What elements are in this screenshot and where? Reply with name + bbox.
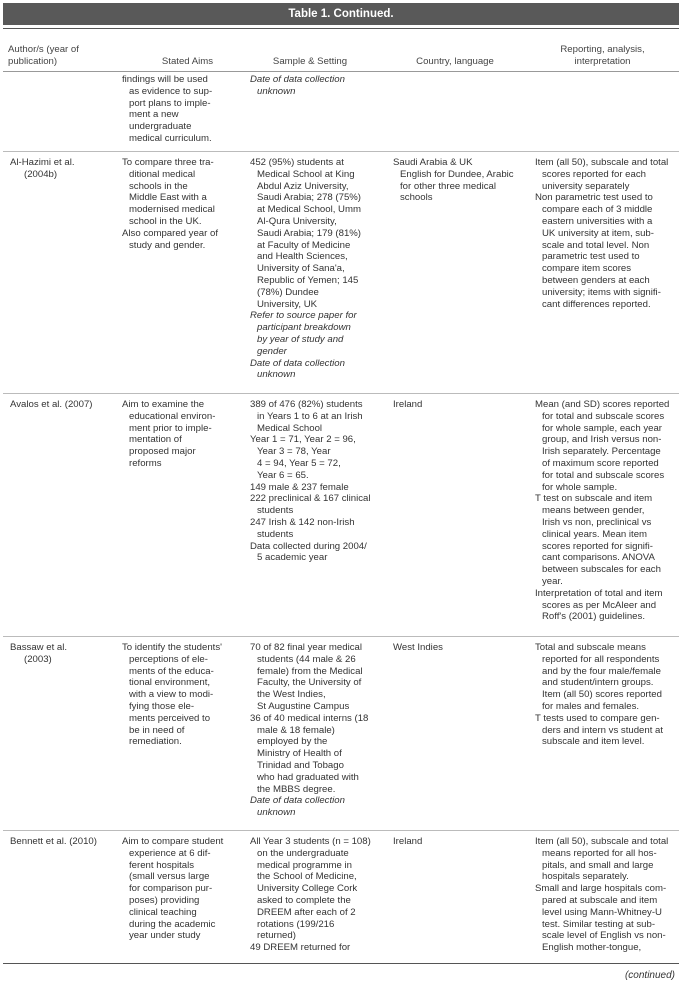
cell-line: of maximum score reported [542, 457, 659, 469]
cell-line: modernised medical [129, 204, 215, 216]
cell-line: at Medical School, Umm [257, 204, 361, 216]
cell-line: 452 (95%) students at [250, 157, 344, 168]
cell-line: St Augustine Campus [257, 700, 350, 712]
cell-author [10, 642, 118, 666]
cell-aims [122, 399, 244, 470]
header-line: Country, language [416, 56, 494, 67]
header-author [8, 44, 108, 68]
cell-line: Total and subscale means [535, 642, 646, 653]
cell-line: for males and females. [542, 700, 640, 712]
cell-line: means between gender, [542, 505, 645, 517]
cell-line: for other three medical [400, 180, 496, 192]
cell-line: reforms [129, 457, 162, 469]
header-line: interpretation [574, 55, 631, 67]
cell-sample [250, 74, 388, 98]
header-line: Author/s (year of [8, 44, 79, 55]
cell-paragraph [122, 228, 244, 252]
header-line: Sample & Setting [272, 56, 348, 67]
cell-line: 222 preclinical & 167 clinical [250, 493, 371, 505]
cell-line: English mother-tongue, [542, 942, 642, 954]
cell-paragraph [122, 74, 244, 145]
cell-line: rotations (199/216 [257, 918, 335, 930]
cell-line: for total and subscale scores [542, 410, 665, 422]
cell-paragraph [393, 399, 531, 411]
cell-sample [250, 642, 388, 819]
cell-paragraph [393, 642, 531, 654]
cell-line: T tests used to compare gen- [535, 712, 660, 724]
cell-line: clinical years. Mean item [542, 528, 648, 540]
cell-paragraph [250, 517, 388, 541]
cell-line: 149 male & 237 female [250, 481, 349, 493]
top-rule [3, 28, 679, 29]
cell-country [393, 642, 531, 654]
cell-line: Date of data collection [250, 357, 345, 369]
cell-line: Al-Qura University, [257, 215, 337, 227]
cell-line: returned) [257, 930, 296, 942]
cell-line: unknown [257, 369, 296, 381]
header-line: Stated Aims [161, 56, 214, 67]
cell-line: the West Indies, [257, 689, 326, 701]
cell-line: Abdul Aziz University, [257, 180, 349, 192]
cell-line: scores as per McAleer and [542, 599, 657, 611]
cell-line: at Faculty of Medicine [257, 239, 351, 251]
cell-author [10, 399, 118, 411]
cell-sample [250, 157, 388, 381]
bottom-rule [3, 963, 679, 964]
cell-paragraph [535, 713, 679, 748]
author-line: Bennett et al. (2010) [10, 836, 97, 847]
cell-line: compare item scores [542, 263, 632, 275]
cell-line: Data collected during 2004/ [250, 540, 367, 552]
cell-line: schools [400, 192, 433, 204]
cell-paragraph [535, 836, 679, 883]
header-line: publication) [8, 55, 58, 67]
cell-line: Saudi Arabia; 179 (81%) [257, 227, 361, 239]
cell-paragraph [535, 642, 679, 713]
cell-line: University of Sana'a, [257, 263, 345, 275]
cell-line: English for Dundee, Arabic [400, 168, 514, 180]
cell-line: Middle East with a [129, 192, 207, 204]
cell-line: ferent hospitals [129, 859, 195, 871]
cell-line: ditional medical [129, 168, 196, 180]
cell-line: Item (all 50), subscale and total [535, 836, 669, 847]
cell-line: reported for all respondents [542, 653, 660, 665]
cell-paragraph [250, 795, 388, 819]
author-line: (2004b) [24, 168, 58, 180]
cell-line: Republic of Yemen; 145 [257, 274, 359, 286]
cell-paragraph [122, 399, 244, 470]
cell-line: Year 1 = 71, Year 2 = 96, [250, 434, 356, 446]
cell-line: the School of Medicine, [257, 871, 357, 883]
table-title: Table 1. Continued. [3, 3, 679, 25]
cell-line: for whole sample. [542, 481, 618, 493]
cell-aims [122, 74, 244, 145]
cell-line: Ireland [393, 836, 423, 847]
header-rule [3, 71, 679, 72]
cell-country [393, 836, 531, 848]
cell-line: 70 of 82 final year medical [250, 642, 362, 653]
cell-line: port plans to imple- [129, 97, 211, 109]
cell-line: scale level of English vs non- [542, 930, 666, 942]
cell-line: female) from the Medical [257, 665, 363, 677]
cell-line: university; items with signifi- [542, 286, 661, 298]
cell-line: students [257, 505, 294, 517]
cell-line: cant differences reported. [542, 298, 651, 310]
cell-line: parametric test used to [542, 251, 640, 263]
cell-line: medical programme in [257, 859, 352, 871]
cell-line: UK university at item, sub- [542, 227, 654, 239]
cell-paragraph [250, 493, 388, 517]
row-separator [3, 393, 679, 394]
cell-paragraph [122, 157, 244, 228]
cell-line: asked to complete the [257, 894, 351, 906]
row-separator [3, 636, 679, 637]
cell-line: be in need of [129, 724, 185, 736]
cell-sample [250, 836, 388, 954]
cell-line: for whole sample, each year [542, 422, 662, 434]
cell-line: Aim to compare student [122, 836, 224, 847]
cell-line: on the undergraduate [257, 847, 349, 859]
cell-line: university separately [542, 180, 630, 192]
cell-paragraph [535, 157, 679, 192]
cell-line: mentation of [129, 434, 182, 446]
cell-line: Saudi Arabia & UK [393, 157, 473, 168]
row-separator [3, 151, 679, 152]
cell-line: 389 of 476 (82%) students [250, 399, 363, 410]
cell-line: unknown [257, 807, 296, 819]
header-country [390, 56, 520, 68]
cell-country [393, 157, 531, 204]
cell-reporting [535, 399, 679, 623]
author-line: Al-Hazimi et al. [10, 157, 75, 168]
cell-line: 247 Irish & 142 non-Irish [250, 516, 355, 528]
cell-line: West Indies [393, 642, 443, 653]
cell-paragraph [250, 482, 388, 494]
cell-line: pitals, and small and large [542, 859, 654, 871]
cell-line: who had graduated with [257, 771, 359, 783]
cell-paragraph [535, 399, 679, 493]
cell-line: with a view to modi- [129, 689, 214, 701]
cell-line: scores reported for signifi- [542, 540, 653, 552]
cell-line: 4 = 94, Year 5 = 72, [257, 457, 341, 469]
cell-line: T test on subscale and item [535, 493, 653, 505]
cell-line: Year 6 = 65. [257, 469, 309, 481]
cell-line: ments perceived to [129, 712, 211, 724]
cell-line: Date of data collection [250, 795, 345, 807]
cell-line: and student/intern groups. [542, 677, 654, 689]
cell-paragraph [535, 883, 679, 954]
cell-line: subscale and item level. [542, 736, 645, 748]
cell-line: male & 18 female) [257, 724, 335, 736]
cell-line: Saudi Arabia; 278 (75%) [257, 192, 361, 204]
cell-line: eastern universities with a [542, 215, 653, 227]
cell-reporting [535, 642, 679, 748]
header-reporting [530, 44, 675, 68]
cell-line: Aim to examine the [122, 399, 205, 410]
cell-aims [122, 642, 244, 748]
cell-line: level using Mann-Whitney-U [542, 906, 662, 918]
cell-line: and by the four male/female [542, 665, 661, 677]
cell-line: Roff's (2001) guidelines. [542, 611, 645, 623]
cell-line: DREEM after each of 2 [257, 906, 356, 918]
cell-reporting [535, 157, 679, 310]
cell-paragraph [250, 642, 388, 713]
cell-line: proposed major [129, 446, 196, 458]
cell-line: Item (all 50) scores reported [542, 689, 662, 701]
cell-line: for total and subscale scores [542, 469, 665, 481]
cell-paragraph [250, 836, 388, 942]
cell-line: Also compared year of [122, 227, 218, 239]
cell-line: year under study [129, 930, 201, 942]
cell-line: poses) providing [129, 894, 200, 906]
cell-line: by year of study and [257, 333, 344, 345]
cell-line: Ministry of Health of [257, 748, 342, 760]
cell-line: Faculty, the University of [257, 677, 362, 689]
cell-line: 36 of 40 medical interns (18 [250, 712, 369, 724]
cell-line: Medical School [257, 422, 323, 434]
cell-line: To identify the students' [122, 642, 222, 653]
cell-line: scores reported for each [542, 168, 646, 180]
cell-line: study and gender. [129, 239, 206, 251]
cell-paragraph [393, 836, 531, 848]
cell-line: clinical teaching [129, 906, 197, 918]
cell-line: Interpretation of total and item [535, 587, 663, 599]
cell-paragraph [250, 399, 388, 434]
cell-line: Item (all 50), subscale and total [535, 157, 669, 168]
cell-paragraph [393, 157, 531, 204]
cell-paragraph [250, 713, 388, 796]
cell-line: year. [542, 575, 563, 587]
author-line: Bassaw et al. [10, 642, 68, 653]
author-line: (2003) [24, 653, 52, 665]
cell-line: Non parametric test used to [535, 192, 653, 204]
header-sample [250, 56, 370, 68]
cell-paragraph [122, 836, 244, 942]
row-separator [3, 830, 679, 831]
cell-line: school in the UK. [129, 215, 202, 227]
cell-line: Trinidad and Tobago [257, 759, 344, 771]
cell-aims [122, 157, 244, 251]
cell-line: test. Similar testing at sub- [542, 918, 656, 930]
cell-paragraph [535, 192, 679, 310]
cell-line: in Years 1 to 6 at an Irish [257, 410, 363, 422]
cell-line: schools in the [129, 180, 188, 192]
cell-paragraph [250, 434, 388, 481]
cell-paragraph [250, 358, 388, 382]
continued-note: (continued) [624, 970, 675, 981]
cell-aims [122, 836, 244, 942]
cell-line: Irish vs non, preclinical vs [542, 516, 652, 528]
cell-line: as evidence to sup- [129, 85, 213, 97]
cell-line: medical curriculum. [129, 132, 212, 144]
cell-line: 5 academic year [257, 552, 328, 564]
cell-line: gender [257, 345, 287, 357]
cell-line: undergraduate [129, 121, 192, 133]
cell-line: University, UK [257, 298, 318, 310]
cell-line: compare each of 3 middle [542, 204, 653, 216]
cell-line: and Health Sciences, [257, 251, 348, 263]
cell-paragraph [250, 541, 388, 565]
cell-line: cant comparisons. ANOVA [542, 552, 655, 564]
cell-line: between subscales for each [542, 564, 661, 576]
cell-line: (78%) Dundee [257, 286, 319, 298]
cell-line: means reported for all hos- [542, 847, 657, 859]
cell-line: participant breakdown [257, 322, 351, 334]
cell-line: tional environment, [129, 677, 211, 689]
cell-sample [250, 399, 388, 564]
cell-line: To compare three tra- [122, 157, 214, 168]
cell-line: Ireland [393, 399, 423, 410]
cell-line: educational environ- [129, 410, 216, 422]
cell-line: unknown [257, 85, 296, 97]
cell-line: Medical School at King [257, 168, 355, 180]
cell-line: ments of the educa- [129, 665, 214, 677]
cell-line: 49 DREEM returned for [250, 942, 351, 954]
cell-author [10, 836, 118, 848]
cell-paragraph [250, 942, 388, 954]
cell-line: scale and total level. Non [542, 239, 650, 251]
cell-paragraph [535, 493, 679, 587]
cell-paragraph [250, 310, 388, 357]
cell-line: during the academic [129, 918, 216, 930]
cell-line: group, and Irish versus non- [542, 434, 662, 446]
cell-paragraph [535, 588, 679, 623]
cell-line: Year 3 = 78, Year [257, 446, 331, 458]
header-aims [135, 56, 240, 68]
cell-line: Mean (and SD) scores reported [535, 399, 670, 410]
cell-line: remediation. [129, 736, 182, 748]
cell-line: experience at 6 dif- [129, 847, 211, 859]
cell-line: ment a new [129, 109, 179, 121]
cell-line: University College Cork [257, 883, 358, 895]
cell-paragraph [250, 157, 388, 310]
cell-line: perceptions of ele- [129, 653, 208, 665]
cell-line: ders and intern vs student at [542, 724, 664, 736]
cell-line: findings will be used [122, 74, 208, 85]
cell-paragraph [122, 642, 244, 748]
cell-line: students [257, 528, 294, 540]
cell-country [393, 399, 531, 411]
cell-line: for comparison pur- [129, 883, 213, 895]
cell-line: (small versus large [129, 871, 210, 883]
cell-line: between genders at each [542, 274, 650, 286]
cell-line: students (44 male & 26 [257, 653, 356, 665]
cell-line: Date of data collection [250, 74, 345, 85]
cell-line: Small and large hospitals com- [535, 883, 667, 895]
cell-line: the MBBS degree. [257, 783, 336, 795]
cell-reporting [535, 836, 679, 954]
header-line: Reporting, analysis, [560, 44, 645, 55]
cell-paragraph [250, 74, 388, 98]
cell-line: All Year 3 students (n = 108) [250, 836, 371, 847]
cell-line: Refer to source paper for [250, 310, 357, 322]
cell-line: fying those ele- [129, 700, 195, 712]
cell-line: pared at subscale and item [542, 894, 658, 906]
cell-author [10, 157, 118, 181]
cell-line: hospitals separately. [542, 871, 629, 883]
author-line: Avalos et al. (2007) [10, 399, 93, 410]
cell-line: employed by the [257, 736, 328, 748]
cell-line: ment prior to imple- [129, 422, 212, 434]
cell-line: Irish separately. Percentage [542, 446, 661, 458]
